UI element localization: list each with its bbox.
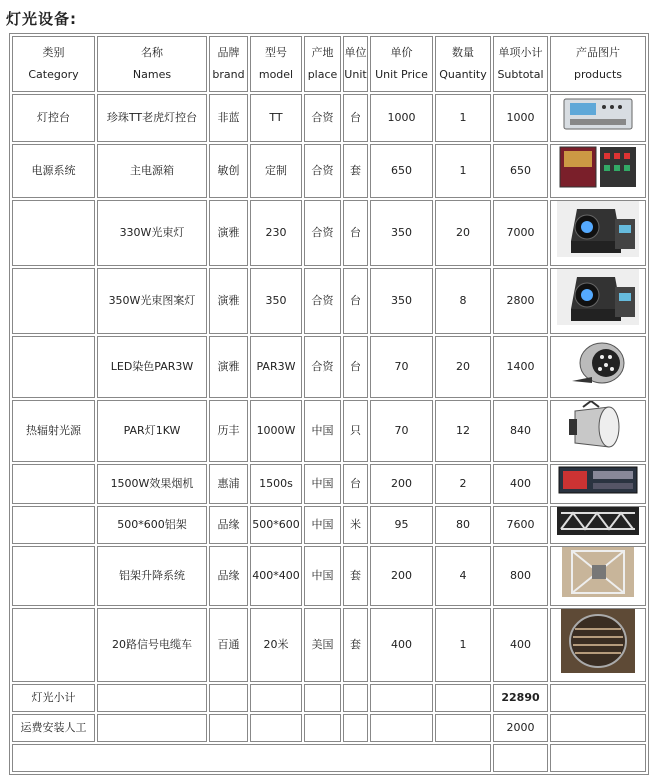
- table-row: [12, 268, 646, 334]
- power-box-icon: [551, 145, 645, 197]
- place-cell: 中国: [304, 464, 341, 504]
- table-row: [12, 400, 646, 462]
- brand-cell: 演雅: [209, 336, 248, 398]
- subtotal-cell: 650: [493, 144, 548, 198]
- empty-cell: [435, 714, 491, 742]
- table-row: [12, 144, 646, 198]
- empty-cell: [304, 684, 341, 712]
- blank-cell: [493, 744, 548, 772]
- table-row: [12, 546, 646, 606]
- subtotal-cell: 400: [493, 608, 548, 682]
- model-cell: 500*600: [250, 506, 302, 544]
- category-cell: [12, 200, 95, 266]
- product-image-cell: [550, 506, 646, 544]
- table-row: [12, 94, 646, 142]
- unit-cell: 台: [343, 200, 368, 266]
- subtotal-cell: 1000: [493, 94, 548, 142]
- empty-cell: [550, 684, 646, 712]
- unit-cell: 台: [343, 94, 368, 142]
- brand-cell: 惠浦: [209, 464, 248, 504]
- header-unit-price: 单价 Unit Price: [370, 36, 433, 92]
- product-image-cell: [550, 200, 646, 266]
- summary-label: 运费安装人工: [12, 714, 95, 742]
- empty-cell: [97, 714, 207, 742]
- brand-cell: 演雅: [209, 268, 248, 334]
- empty-cell: [250, 684, 302, 712]
- unit-cell: 套: [343, 144, 368, 198]
- summary-label: 灯光小计: [12, 684, 95, 712]
- category-cell: [12, 506, 95, 544]
- place-cell: 美国: [304, 608, 341, 682]
- name-cell: 500*600铝架: [97, 506, 207, 544]
- place-cell: 合资: [304, 336, 341, 398]
- header-unit: 单位 Unit: [343, 36, 368, 92]
- empty-cell: [304, 714, 341, 742]
- model-cell: PAR3W: [250, 336, 302, 398]
- truss-lift-icon: [551, 547, 645, 605]
- empty-cell: [250, 714, 302, 742]
- truss-icon: [551, 507, 645, 543]
- category-cell: 热辐射光源: [12, 400, 95, 462]
- par-can-icon: [551, 401, 645, 461]
- subtotal-cell: 2800: [493, 268, 548, 334]
- moving-head-icon: [551, 269, 645, 333]
- subtotal-cell: 7000: [493, 200, 548, 266]
- quantity-cell: 2: [435, 464, 491, 504]
- unit-cell: 只: [343, 400, 368, 462]
- unit-price-cell: 350: [370, 268, 433, 334]
- subtotal-cell: 7600: [493, 506, 548, 544]
- header-brand: 品牌 brand: [209, 36, 248, 92]
- empty-cell: [97, 684, 207, 712]
- place-cell: 中国: [304, 506, 341, 544]
- model-cell: TT: [250, 94, 302, 142]
- name-cell: 主电源箱: [97, 144, 207, 198]
- product-image-cell: [550, 546, 646, 606]
- fog-machine-icon: [551, 465, 645, 503]
- empty-cell: [550, 714, 646, 742]
- category-cell: [12, 608, 95, 682]
- unit-cell: 米: [343, 506, 368, 544]
- header-names: 名称 Names: [97, 36, 207, 92]
- model-cell: 230: [250, 200, 302, 266]
- quantity-cell: 1: [435, 94, 491, 142]
- empty-cell: [343, 714, 368, 742]
- empty-cell: [343, 684, 368, 712]
- model-cell: 1000W: [250, 400, 302, 462]
- brand-cell: 历丰: [209, 400, 248, 462]
- name-cell: 铝架升降系统: [97, 546, 207, 606]
- unit-price-cell: 200: [370, 546, 433, 606]
- blank-cell: [12, 744, 491, 772]
- header-subtotal: 单项小计 Subtotal: [493, 36, 548, 92]
- header-products: 产品图片 products: [550, 36, 646, 92]
- unit-price-cell: 70: [370, 400, 433, 462]
- product-image-cell: [550, 336, 646, 398]
- empty-cell: [209, 684, 248, 712]
- quantity-cell: 8: [435, 268, 491, 334]
- unit-cell: 套: [343, 546, 368, 606]
- brand-cell: 品缘: [209, 546, 248, 606]
- quantity-cell: 20: [435, 200, 491, 266]
- quantity-cell: 4: [435, 546, 491, 606]
- model-cell: 定制: [250, 144, 302, 198]
- quantity-cell: 12: [435, 400, 491, 462]
- place-cell: 中国: [304, 400, 341, 462]
- section-title: 灯光设备:: [6, 10, 77, 28]
- name-cell: 1500W效果烟机: [97, 464, 207, 504]
- name-cell: 20路信号电缆车: [97, 608, 207, 682]
- product-image-cell: [550, 268, 646, 334]
- empty-cell: [209, 714, 248, 742]
- led-par-icon: [551, 337, 645, 397]
- name-cell: PAR灯1KW: [97, 400, 207, 462]
- unit-cell: 台: [343, 336, 368, 398]
- product-image-cell: [550, 94, 646, 142]
- unit-price-cell: 200: [370, 464, 433, 504]
- model-cell: 20米: [250, 608, 302, 682]
- unit-cell: 台: [343, 464, 368, 504]
- product-image-cell: [550, 400, 646, 462]
- header-model: 型号 model: [250, 36, 302, 92]
- place-cell: 合资: [304, 268, 341, 334]
- unit-cell: 套: [343, 608, 368, 682]
- table-row: [12, 336, 646, 398]
- product-image-cell: [550, 464, 646, 504]
- summary-value: 22890: [493, 684, 548, 712]
- unit-price-cell: 70: [370, 336, 433, 398]
- place-cell: 合资: [304, 144, 341, 198]
- subtotal-cell: 400: [493, 464, 548, 504]
- model-cell: 1500s: [250, 464, 302, 504]
- unit-price-cell: 400: [370, 608, 433, 682]
- header-place: 产地 place: [304, 36, 341, 92]
- subtotal-cell: 800: [493, 546, 548, 606]
- lighting-total-row: [12, 684, 646, 712]
- model-cell: 350: [250, 268, 302, 334]
- table-row: [12, 608, 646, 682]
- name-cell: 330W光束灯: [97, 200, 207, 266]
- brand-cell: 演雅: [209, 200, 248, 266]
- brand-cell: 非蓝: [209, 94, 248, 142]
- table-row: [12, 200, 646, 266]
- product-image-cell: [550, 144, 646, 198]
- cable-reel-icon: [551, 609, 645, 681]
- name-cell: LED染色PAR3W: [97, 336, 207, 398]
- lighting-console-icon: [551, 95, 645, 141]
- product-image-cell: [550, 608, 646, 682]
- header-quantity: 数量 Quantity: [435, 36, 491, 92]
- blank-row: [12, 744, 646, 772]
- brand-cell: 品缘: [209, 506, 248, 544]
- blank-cell: [550, 744, 646, 772]
- install-row: [12, 714, 646, 742]
- quantity-cell: 1: [435, 144, 491, 198]
- name-cell: 珍珠TT老虎灯控台: [97, 94, 207, 142]
- equipment-table: [9, 33, 649, 775]
- quantity-cell: 80: [435, 506, 491, 544]
- unit-price-cell: 95: [370, 506, 433, 544]
- quantity-cell: 1: [435, 608, 491, 682]
- unit-price-cell: 1000: [370, 94, 433, 142]
- header-category: 类别 Category: [12, 36, 95, 92]
- category-cell: [12, 268, 95, 334]
- summary-value: 2000: [493, 714, 548, 742]
- place-cell: 合资: [304, 200, 341, 266]
- table-row: [12, 464, 646, 504]
- name-cell: 350W光束图案灯: [97, 268, 207, 334]
- place-cell: 中国: [304, 546, 341, 606]
- subtotal-cell: 1400: [493, 336, 548, 398]
- category-cell: 电源系统: [12, 144, 95, 198]
- place-cell: 合资: [304, 94, 341, 142]
- brand-cell: 百通: [209, 608, 248, 682]
- empty-cell: [370, 684, 433, 712]
- model-cell: 400*400: [250, 546, 302, 606]
- unit-cell: 台: [343, 268, 368, 334]
- header-row: [12, 36, 646, 92]
- table-row: [12, 506, 646, 544]
- unit-price-cell: 650: [370, 144, 433, 198]
- subtotal-cell: 840: [493, 400, 548, 462]
- moving-head-icon: [551, 201, 645, 265]
- brand-cell: 敏创: [209, 144, 248, 198]
- category-cell: 灯控台: [12, 94, 95, 142]
- category-cell: [12, 546, 95, 606]
- category-cell: [12, 464, 95, 504]
- quantity-cell: 20: [435, 336, 491, 398]
- category-cell: [12, 336, 95, 398]
- empty-cell: [435, 684, 491, 712]
- empty-cell: [370, 714, 433, 742]
- unit-price-cell: 350: [370, 200, 433, 266]
